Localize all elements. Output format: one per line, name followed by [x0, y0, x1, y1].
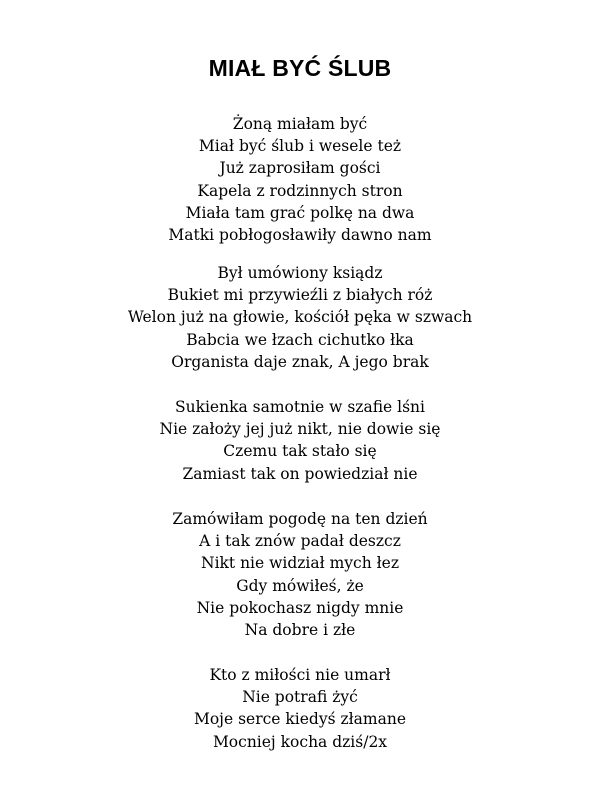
lyric-line: Zamiast tak on powiedział nie	[182, 464, 418, 483]
lyric-line: Już zaprosiłam gości	[219, 159, 381, 178]
lyric-line: Bukiet mi przywieźli z białych róż	[167, 286, 433, 305]
lyric-line: Żoną miałam być	[232, 115, 368, 133]
lyric-line: Zamówiłam pogodę na ten dzień	[172, 510, 428, 528]
stanza-3	[0, 396, 600, 485]
lyric-line: Nie potrafi żyć	[242, 688, 358, 707]
lyric-line: Na dobre i złe	[244, 621, 356, 640]
lyric-line: Miała tam grać polkę na dwa	[185, 203, 415, 222]
lyric-line: Mocniej kocha dziś/2x	[212, 732, 388, 751]
lyric-line: Nikt nie widział mych łez	[201, 554, 399, 573]
lyric-line: Moje serce kiedyś złamane	[193, 710, 407, 729]
stanza-4	[0, 508, 600, 641]
lyric-line: Był umówiony ksiądz	[217, 264, 383, 282]
stanza-2	[0, 262, 600, 373]
lyric-line: Kto z miłości nie umarł	[209, 666, 391, 684]
stanza-1	[0, 113, 600, 246]
lyric-line: Matki pobłogosławiły dawno nam	[168, 226, 432, 245]
lyric-line: Organista daje znak, A jego brak	[171, 352, 429, 371]
lyric-line: Nie założy jej już nikt, nie dowie się	[159, 420, 441, 439]
lyric-line: Welon już na głowie, kościół pęka w szwach	[127, 308, 473, 327]
lyric-line: Nie pokochasz nigdy mnie	[196, 598, 404, 617]
lyric-line: Babcia we łzach cichutko łka	[186, 330, 414, 349]
lyric-line: Czemu tak stało się	[223, 442, 377, 461]
lyric-line: Kapela z rodzinnych stron	[197, 181, 403, 200]
lyric-line: A i tak znów padał deszcz	[199, 532, 401, 551]
page-title: MIAŁ BYĆ ŚLUB	[208, 55, 392, 81]
stanza-5	[0, 664, 600, 753]
lyric-line: Sukienka samotnie w szafie lśni	[174, 398, 425, 416]
lyric-line: Gdy mówiłeś, że	[236, 576, 364, 595]
lyric-line: Miał być ślub i wesele też	[198, 137, 402, 156]
